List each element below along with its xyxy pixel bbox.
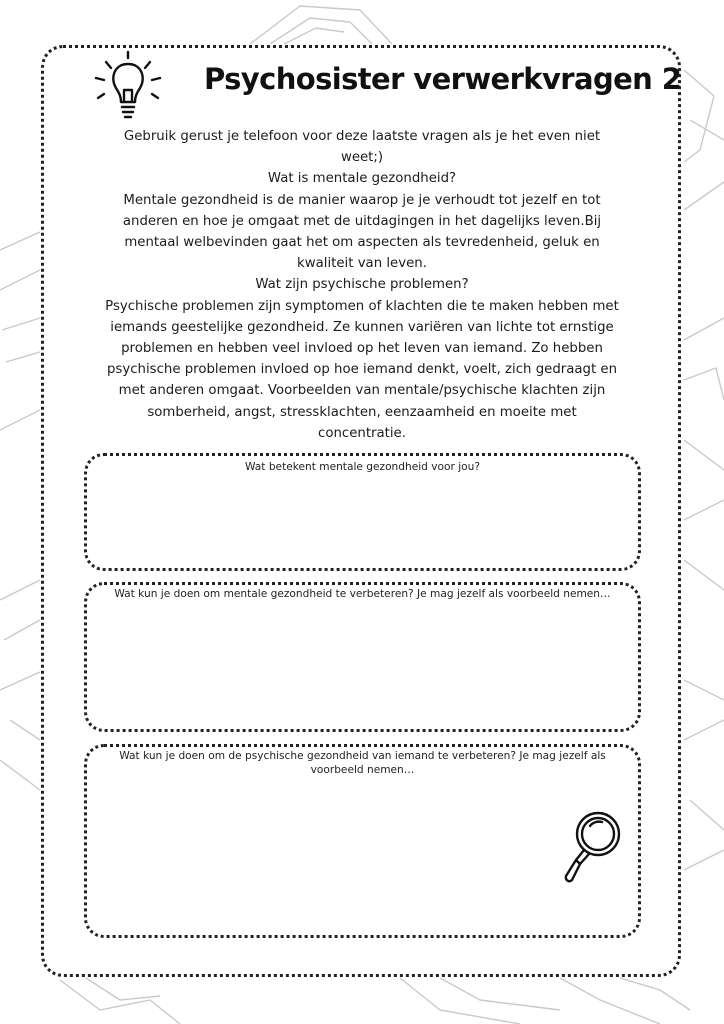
open-book-icon [0, 580, 40, 790]
open-book-icon [0, 232, 40, 430]
open-book-icon [60, 978, 690, 1024]
intro-heading-mental-health: Wat is mentale gezondheid? [267, 171, 457, 187]
page-title: Psychosister verwerkvragen 2 [204, 62, 682, 96]
answer-box-1[interactable] [84, 453, 641, 571]
lightbulb-icon [88, 50, 168, 122]
intro-paragraph-psychological-problems: Psychische problemen zijn symptomen of klachten die te maken hebben met iemands geestelijke gezondheid. Ze kunnen variëren van lichte tot ernstige problemen en hebben veel invloed op het leven van iemand. Zo hebben psychische problemen invloed op hoe iemand denkt, voelt, zich gedraagt en met anderen omgaat. Voorbeelden van mentale/psychische klachten zijn somberheid, angst, stressklachten, eenzaamheid en moeite met concentratie. [105, 298, 619, 441]
intro-text [104, 126, 620, 444]
intro-paragraph-mental-health: Mentale gezondheid is de manier waarop je je verhoudt tot jezelf en tot anderen en hoe je omgaat met de uitdagingen in het dagelijks leven.Bij mentaal welbevinden gaat het om aspecten als tevredenheid, geluk en kwaliteit van leven. [122, 192, 602, 272]
open-book-icon [684, 680, 724, 870]
question-3-label: Wat kun je doen om de psychische gezondheid van iemand te verbeteren? Je mag jezelf als voorbeeld nemen… [119, 750, 610, 776]
open-book-icon [250, 6, 392, 44]
intro-heading-psychological-problems: Wat zijn psychische problemen? [255, 277, 469, 293]
question-2-label: Wat kun je doen om mentale gezondheid te verbeteren? Je mag jezelf als voorbeeld nemen… [114, 588, 611, 600]
answer-box-3[interactable] [84, 744, 641, 938]
answer-box-2[interactable] [84, 582, 641, 732]
question-1-label: Wat betekent mentale gezondheid voor jou? [245, 461, 480, 473]
open-book-icon [684, 70, 724, 210]
magnifying-glass-icon [560, 808, 626, 888]
open-book-icon [684, 318, 724, 590]
intro-instruction: Gebruik gerust je telefoon voor deze laatste vragen als je het even niet weet;) [123, 129, 601, 166]
